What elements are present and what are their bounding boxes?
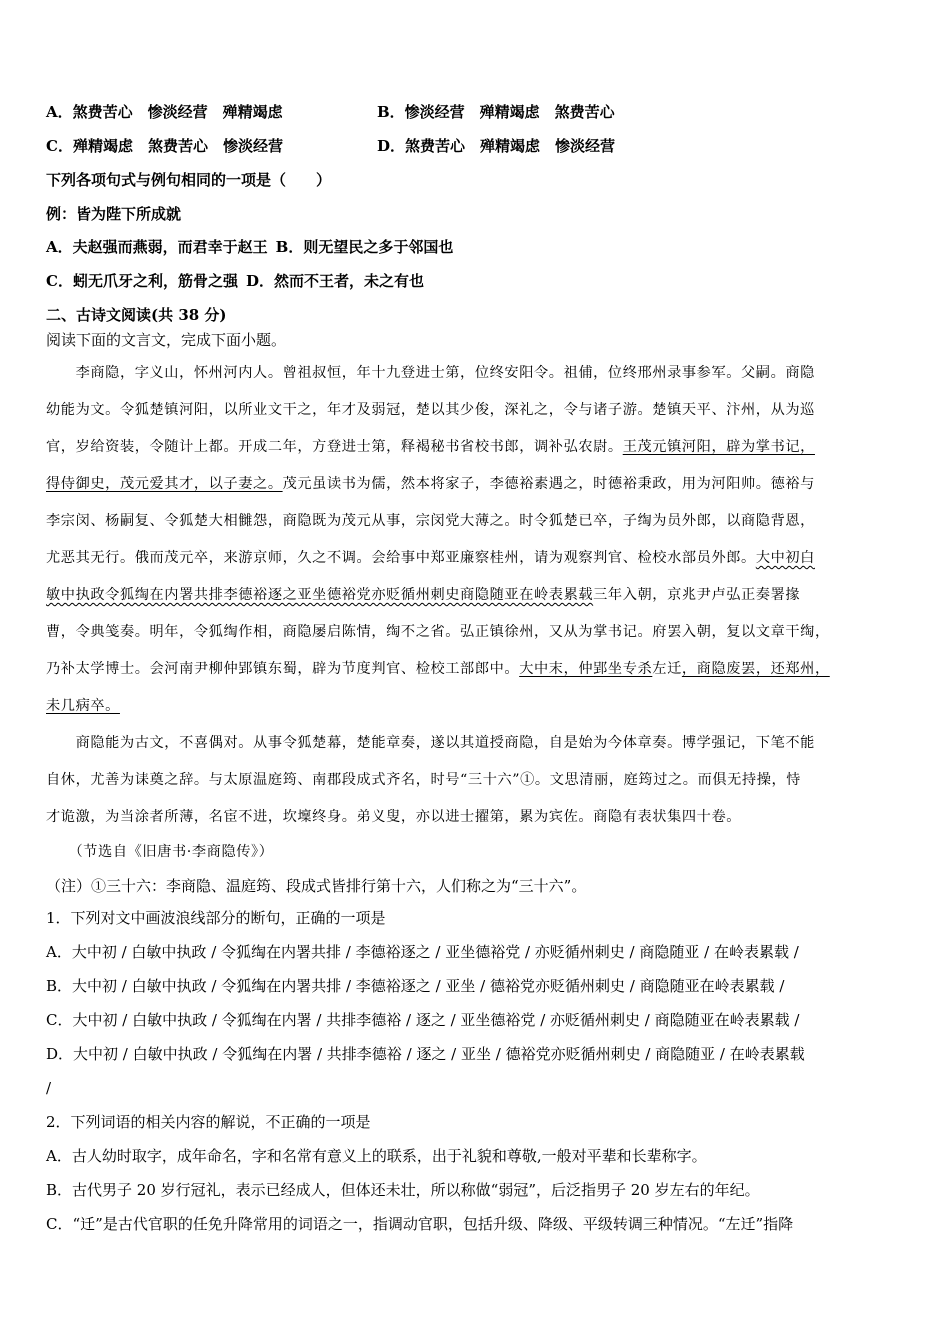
q1-option-b[interactable]: B．大中初 / 白敏中执政 / 令狐绹在内署共排 / 李德裕逐之 / 亚坐 / 德裕党亦贬循州刺史 / 商隐随亚在岭表累载 / <box>46 977 785 995</box>
choice-b[interactable]: B．惨淡经营 殚精竭虑 煞费苦心 <box>377 103 615 121</box>
syntax-option-d[interactable]: D．然而不王者，未之有也 <box>245 272 424 290</box>
passage-line: 自休，尤善为诔奠之辞。与太原温庭筠、南郡段成式齐名，时号“三十六”①。文思清丽，庭筠过之。而俱无持操，恃 <box>46 772 802 788</box>
q1-option-d[interactable]: D．大中初 / 白敏中执政 / 令狐绹在内署 / 共排李德裕 / 逐之 / 亚坐 / 德裕党亦贬循州刺史 / 商隐随亚 / 在岭表累载 <box>46 1045 805 1063</box>
passage-line: 曹，令典笺奏。明年，令狐绹作相，商隐屡启陈情，绹不之省。弘正镇徐州，又从为掌书记。府罢入朝，复以文章干绹， <box>46 624 830 640</box>
choice-d[interactable]: D．煞费苦心 殚精竭虑 惨淡经营 <box>377 137 616 155</box>
choice-row-1 <box>46 102 615 122</box>
choice-row-2 <box>46 136 616 156</box>
passage-source: （节选自《旧唐书·李商隐传》） <box>46 844 274 860</box>
passage-line: 幼能为文。令狐楚镇河阳，以所业文干之，年才及弱冠，楚以其少俊，深礼之，令与诸子游。楚镇天平、汴州，从为巡 <box>46 402 815 418</box>
passage-text: 尤恶其无行。俄而茂元卒，来游京师，久之不调。会给事中郑亚廉察桂州，请为观察判官、检校水部员外郎。 <box>46 550 756 566</box>
syntax-option-c[interactable]: C．蚓无爪牙之利，筋骨之强 <box>46 272 238 290</box>
underlined-sentence: 未几病卒。 <box>46 698 120 714</box>
q1-option-d-tail: / <box>46 1079 52 1097</box>
footnote: （注）①三十六：李商隐、温庭筠、段成式皆排行第十六，人们称之为“三十六”。 <box>46 877 587 895</box>
passage-line: 李宗闵、杨嗣复、令狐楚大相雠怨，商隐既为茂元从事，宗闵党大薄之。时令狐楚已卒，子绹为员外郎，以商隐背恩， <box>46 513 815 529</box>
q1-stem: 1．下列对文中画波浪线部分的断句，正确的一项是 <box>46 909 386 927</box>
passage-text: 三年入朝，京兆尹卢弘正奏署掾 <box>593 587 801 603</box>
passage-line: 商隐能为古文，不喜偶对。从事令狐楚幕，楚能章奏，遂以其道授商隐，自是始为今体章奏。博学强记，下笔不能 <box>46 735 815 751</box>
passage-line: 才诡激，为当涂者所薄，名宦不进，坎壈终身。弟义叟，亦以进士擢第，累为宾佐。商隐有表状集四十卷。 <box>46 809 742 825</box>
q2-option-a[interactable]: A．古人幼时取字，成年命名，字和名常有意义上的联系，出于礼貌和尊敬,一般对平辈和长辈称字。 <box>46 1147 707 1165</box>
passage-text: 乃补太学博士。会河南尹柳仲郢镇东蜀，辟为节度判官、检校工部郎中。 <box>46 661 520 677</box>
syntax-options-row-1 <box>46 237 453 257</box>
syntax-question-example: 例：皆为陛下所成就 <box>46 205 182 223</box>
wavy-underlined-text: 敏中执政令狐绹在内署共排李德裕逐之亚坐德裕党亦贬循州刺史商隐随亚在岭表累载 <box>46 587 594 603</box>
section-heading: 二、古诗文阅读(共 38 分) <box>46 306 227 324</box>
q1-option-c[interactable]: C．大中初 / 白敏中执政 / 令狐绹在内署 / 共排李德裕 / 逐之 / 亚坐德裕党 / 亦贬循州刺史 / 商隐随亚在岭表累载 / <box>46 1011 800 1029</box>
choice-a[interactable]: A．煞费苦心 惨淡经营 殚精竭虑 <box>46 103 283 121</box>
underlined-sentence: 得侍御史，茂元爱其才，以子妻之。 <box>46 476 283 492</box>
passage-text: 官，岁给资装，令随计上都。开成二年，方登进士第，释褐秘书省校书郎，调补弘农尉。 <box>46 439 623 455</box>
passage-line <box>46 548 815 568</box>
wavy-underlined-text: 大中初白 <box>755 550 815 566</box>
syntax-question-stem: 下列各项句式与例句相同的一项是（ ） <box>46 171 332 189</box>
syntax-option-a[interactable]: A．夫赵强而燕弱，而君幸于赵王 <box>46 238 268 256</box>
choice-c[interactable]: C．殚精竭虑 煞费苦心 惨淡经营 <box>46 137 283 155</box>
underlined-sentence: 王茂元镇河阳，辟为掌书记， <box>622 439 815 455</box>
section-instruction: 阅读下面的文言文，完成下面小题。 <box>46 331 287 349</box>
q1-option-a[interactable]: A．大中初 / 白敏中执政 / 令狐绹在内署共排 / 李德裕逐之 / 亚坐德裕党 / 亦贬循州刺史 / 商隐随亚 / 在岭表累载 / <box>46 943 799 961</box>
passage-line <box>46 659 830 679</box>
syntax-option-b[interactable]: B．则无望民之多于邻国也 <box>275 238 454 256</box>
passage-line <box>46 474 815 494</box>
passage-line <box>46 585 800 605</box>
underlined-sentence: 大中末，仲郢坐专杀 <box>519 661 653 677</box>
q2-option-c[interactable]: C．“迁”是古代官职的任免升降常用的词语之一，指调动官职，包括升级、降级、平级转调三种情况。“左迁”指降 <box>46 1215 794 1233</box>
q2-stem: 2．下列词语的相关内容的解说，不正确的一项是 <box>46 1113 371 1131</box>
passage-text: 茂元虽读书为儒，然本将家子，李德裕素遇之，时德裕秉政，用为河阳帅。德裕与 <box>282 476 815 492</box>
passage-line <box>46 437 815 457</box>
passage-line <box>46 696 120 716</box>
passage-line: 李商隐，字义山，怀州河内人。曾祖叔恒，年十九登进士第，位终安阳令。祖俌，位终邢州录事参军。父嗣。商隐 <box>46 365 815 381</box>
passage-text: 左迁 <box>652 661 682 677</box>
q2-option-b[interactable]: B．古代男子 20 岁行冠礼，表示已经成人，但体还未壮，所以称做“弱冠”，后泛指男子 20 岁左右的年纪。 <box>46 1181 760 1199</box>
underlined-sentence: ，商隐废罢，还郑州， <box>681 661 830 677</box>
syntax-options-row-2 <box>46 271 424 291</box>
